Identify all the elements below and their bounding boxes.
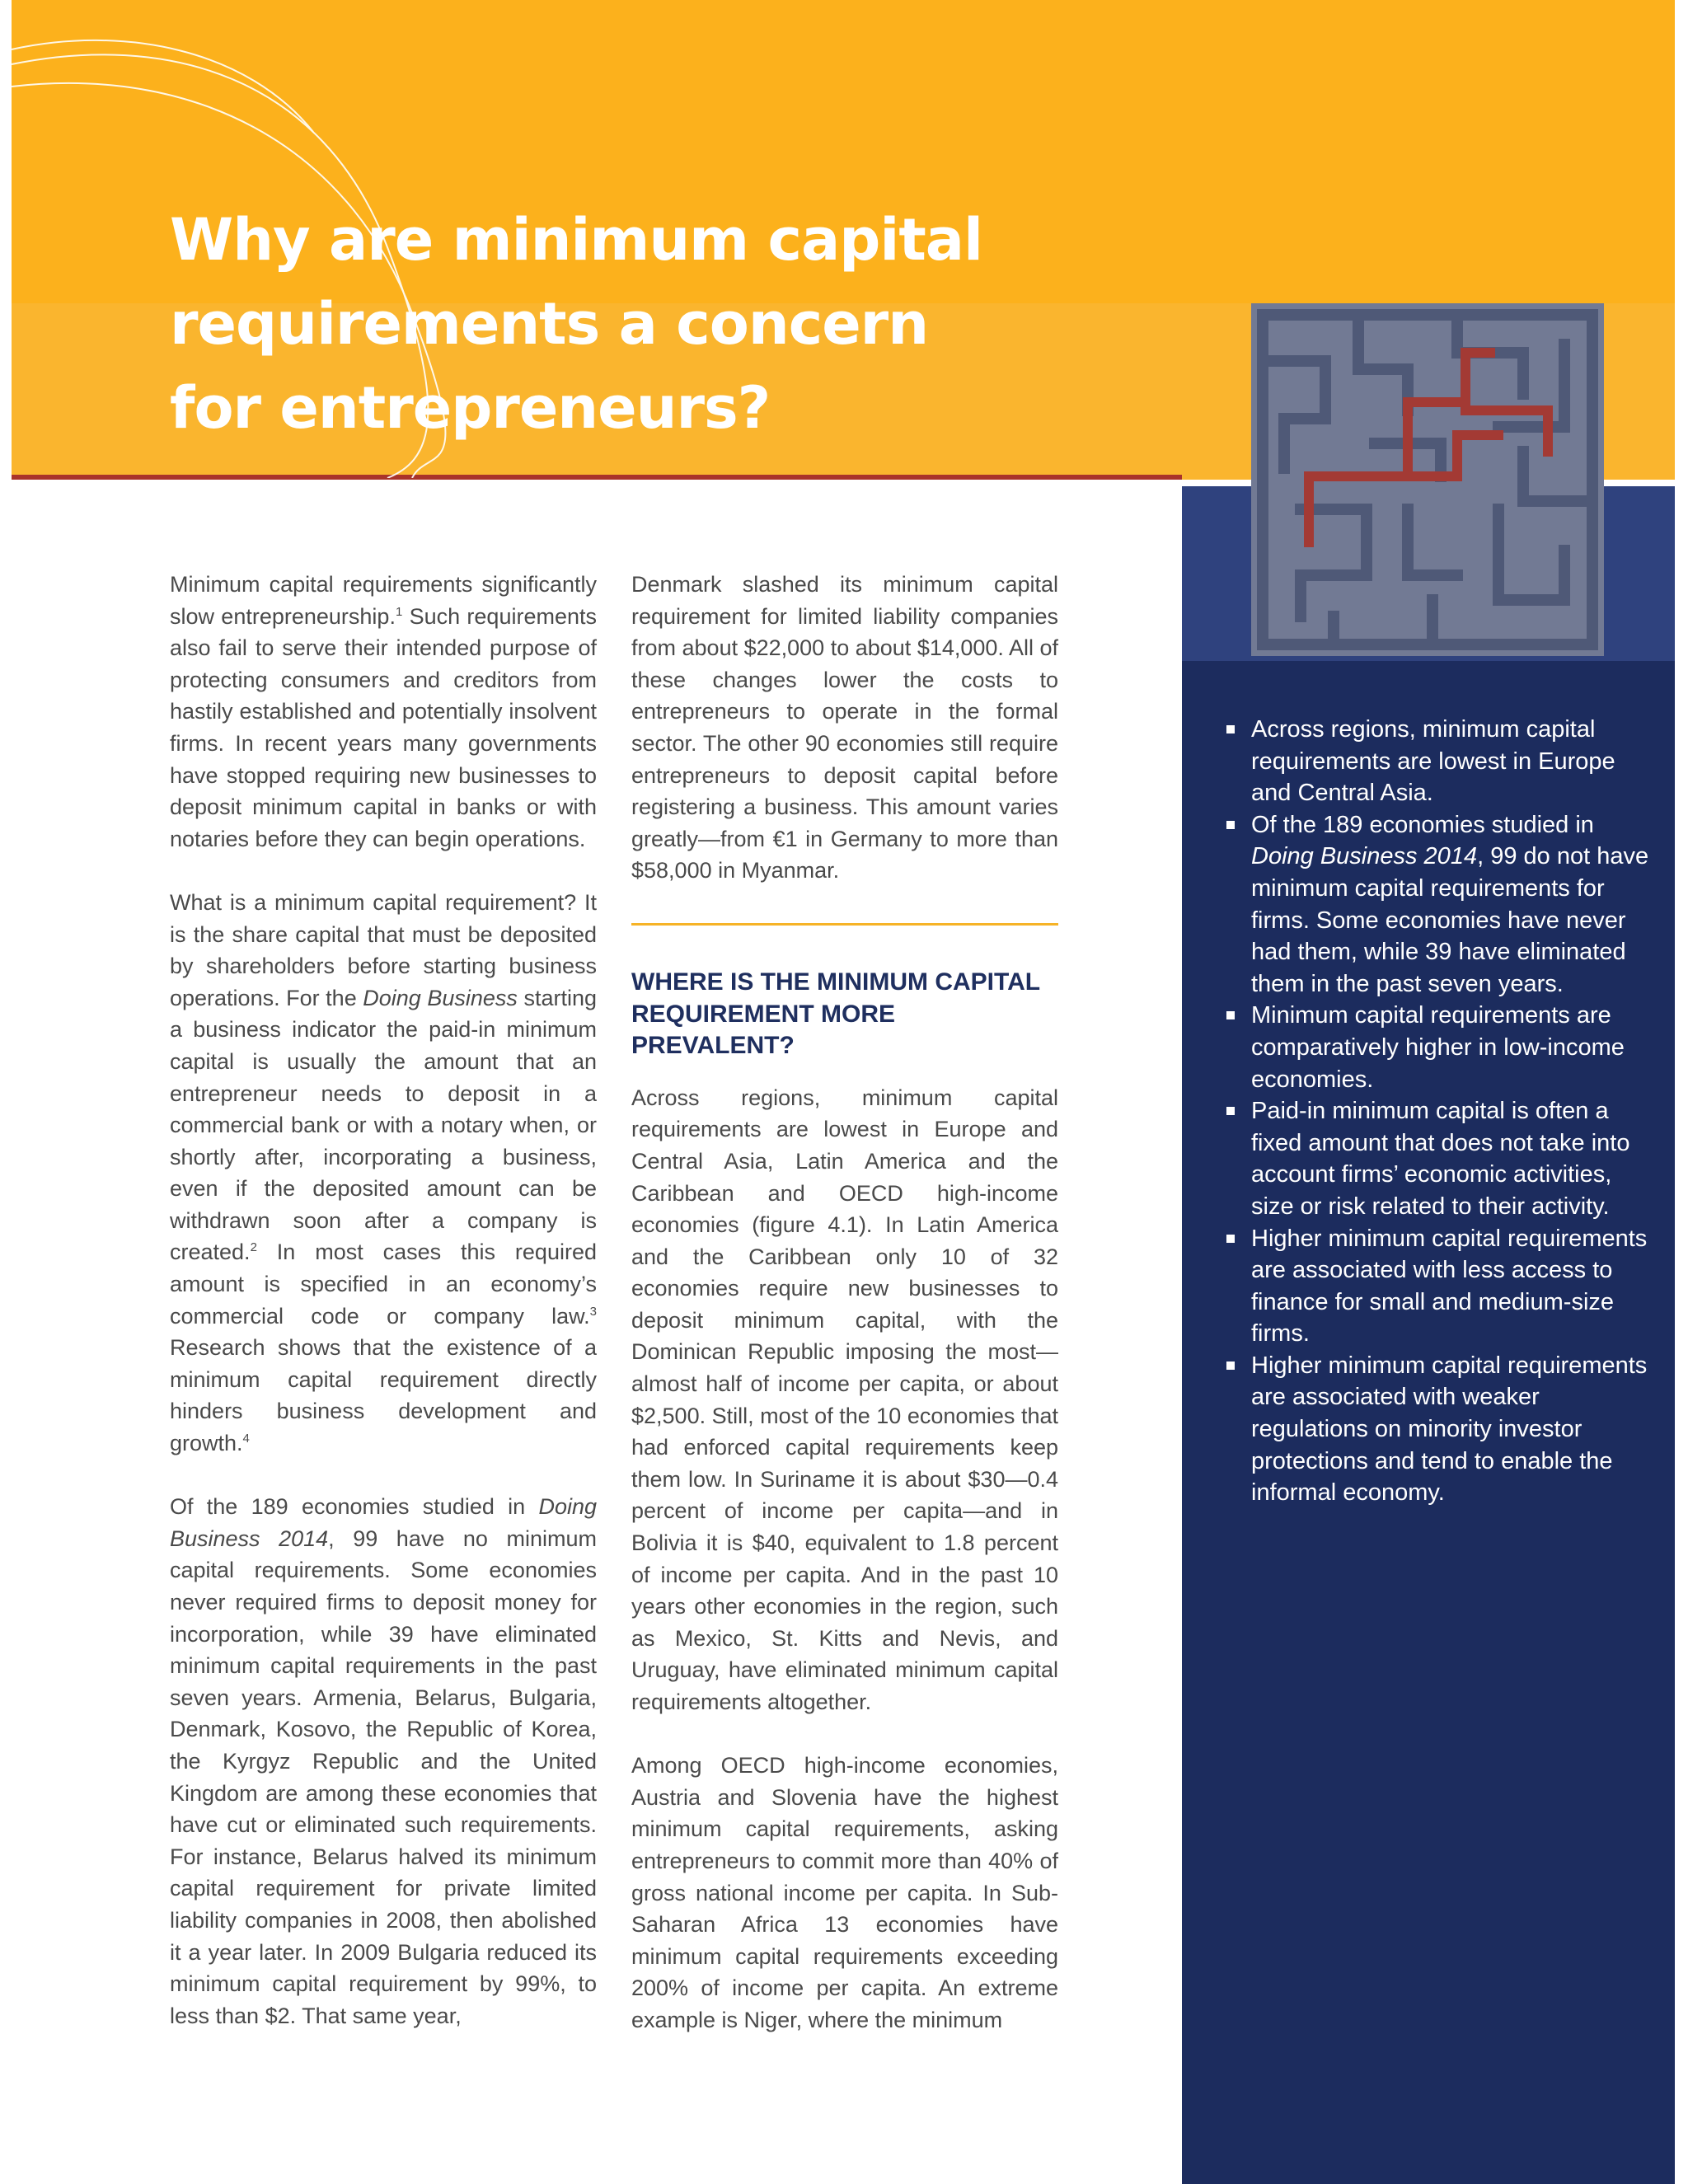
page-title: Why are minimum capital requirements a concern for entrepreneurs? xyxy=(170,206,983,442)
square-bullet-icon xyxy=(1226,1107,1235,1115)
square-bullet-icon xyxy=(1226,1361,1235,1370)
key-point-5: Higher minimum capital requirements are associated with less access to finance for small and medium-size firms. xyxy=(1226,1223,1655,1350)
footnote-ref: 3 xyxy=(589,1304,597,1319)
key-points-list xyxy=(1226,714,1655,1509)
section-heading: WHERE IS THE MINIMUM CAPITAL REQUIREMENT MORE PREVALENT? xyxy=(631,968,1040,1060)
footnote-ref: 2 xyxy=(250,1240,257,1255)
paragraph: Denmark slashed its minimum capital requirement for limited liability companies from about $22,000 to about $14,000. All of these changes lower the costs to entrepreneurs to operate in the formal sector. The other 90 economies still require entrepreneurs to deposit capital before registering a business. This amount varies greatly—from €1 in Germany to more than $58,000 in Myanmar. xyxy=(631,572,1058,883)
key-point-3: Minimum capital requirements are comparatively higher in low-income economies. xyxy=(1226,1000,1655,1095)
key-point-4: Paid-in minimum capital is often a fixed amount that does not take into account firms’ economic activities, size or risk related to their activity. xyxy=(1226,1095,1655,1222)
paragraph: What is a minimum capital requirement? It is the share capital that must be deposited by shareholders before starting business operations. For the Doing Business starting a business indicator the paid-in minimum capital is usually the amount that an entrepreneur needs to deposit in a commercial bank or with a notary when, or shortly after, incorporating a business, even if the deposited amount can be withdrawn soon after a company is created.$^2$ In most cases this required amount is specified in an economy’s commercial code or company law.$^3$ Research shows that the existence of a minimum capital requirement directly hinders business development and growth.$^4$ xyxy=(170,889,597,1456)
square-bullet-icon xyxy=(1226,1235,1235,1243)
footnote-ref: 1 xyxy=(395,604,403,619)
square-bullet-icon xyxy=(1226,725,1235,733)
paragraph: Of the 189 economies studied in Doing Business 2014, 99 have no minimum capital requirements. Some economies never required firms to deposit money for incorporation, while 39 have eliminated minimum capital requirements in the past seven years. Armenia, Belarus, Bulgaria, Denmark, Kosovo, the Republic of Korea, the Kyrgyz Republic and the United Kingdom are among these economies that have cut or eliminated such requirements. For instance, Belarus halved its minimum capital requirement for private limited liability companies in 2008, then abolished it a year later. In 2009 Bulgaria reduced its minimum capital requirement by 99%, to less than $2. That same year, xyxy=(170,1494,597,2028)
square-bullet-icon xyxy=(1226,821,1235,829)
square-bullet-icon xyxy=(1226,1011,1235,1019)
section-divider xyxy=(631,923,1058,926)
paragraph: Among OECD high-income economies, Austria and Slovenia have the highest minimum capital requirements, asking entrepreneurs to commit more than 40% of gross national income per capita. In Sub-Saharan Africa 13 economies have minimum capital requirements exceeding 200% of income per capita. An extreme example is Niger, where the minimum xyxy=(631,1753,1058,2032)
footnote-ref: 4 xyxy=(242,1432,250,1446)
body-column-right xyxy=(631,569,1058,2036)
maze-illustration-icon xyxy=(1251,303,1604,656)
paragraph: Minimum capital requirements significantly slow entrepreneurship.$^1$ Such requirements also fail to serve their intended purpose of protecting consumers and creditors from hastily established and potentially insolvent firms. In recent years many governments have stopped requiring new businesses to deposit minimum capital in banks or with notaries before they can begin operations. xyxy=(170,572,597,851)
key-point-1: Across regions, minimum capital requirements are lowest in Europe and Central Asia. xyxy=(1226,714,1655,809)
key-point-2: Of the 189 economies studied in Doing Business 2014, 99 do not have minimum capital requirements for firms. Some economies have never had them, while 39 have eliminated them in the past seven years. xyxy=(1226,809,1655,1001)
key-point-6: Higher minimum capital requirements are associated with weaker regulations on minority investor protections and tend to enable the informal economy. xyxy=(1226,1350,1655,1509)
paragraph: Across regions, minimum capital requirements are lowest in Europe and Central Asia, Latin America and the Caribbean and OECD high-income economies (figure 4.1). In Latin America and the Caribbean only 10 of 32 economies require new businesses to deposit minimum capital, with the Dominican Republic imposing the most—almost half of income per capita, or about $2,500. Still, most of the 10 economies that had enforced capital requirements keep them low. In Suriname it is about $30—0.4 percent of income per capita—and in Bolivia it is $40, equivalent to 1.8 percent of income per capita. And in the past 10 years other economies in the region, such as Mexico, St. Kitts and Nevis, and Uruguay, have eliminated minimum capital requirements altogether. xyxy=(631,1085,1058,1714)
body-column-left xyxy=(170,569,597,2032)
